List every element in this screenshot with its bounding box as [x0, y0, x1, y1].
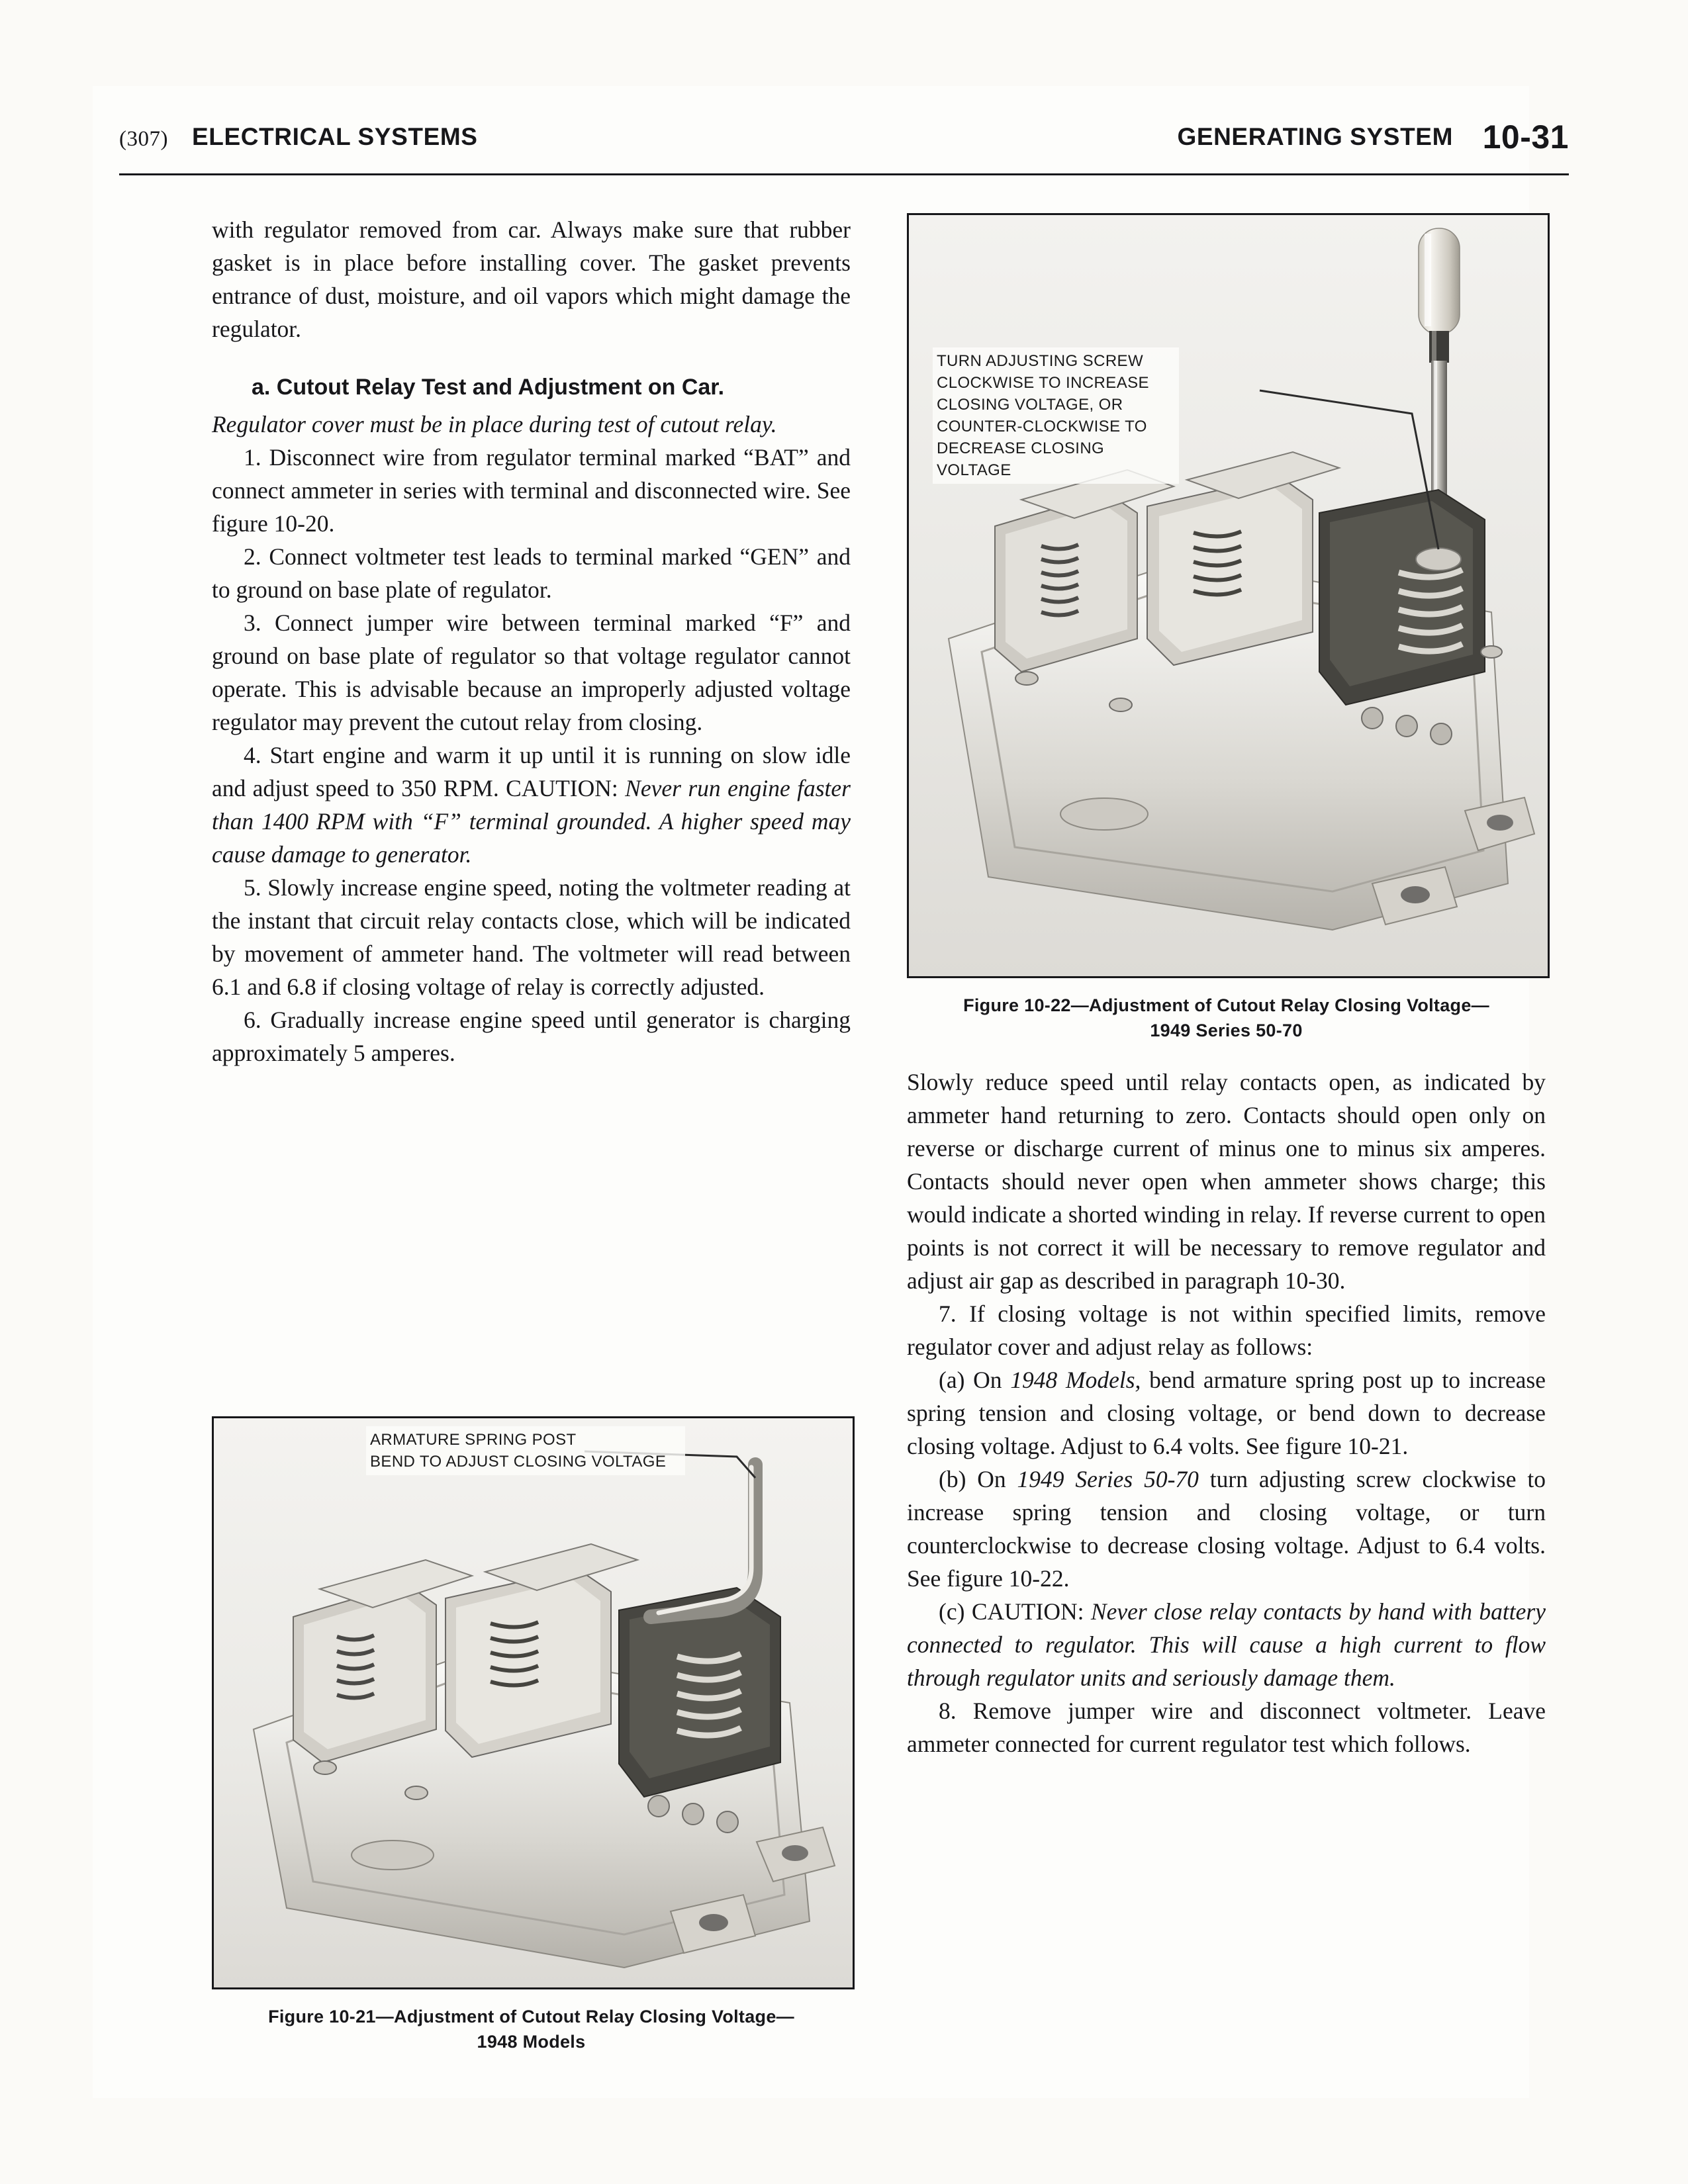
running-head — [119, 118, 1569, 164]
step-7b-post: turn adjusting screw clockwise to increase spring tension and closing voltage, or turn counterclockwise to decrease closing voltage. Adjust to 6.4 volts. See figure 10-22. — [907, 1466, 1546, 1592]
paragraph-continuation: with regulator removed from car. Always make sure that rubber gasket is in place before installing cover. The gasket prevents entrance of dust, moisture, and oil vapors which might damage the regulator. — [212, 216, 851, 342]
step-2: 2. Connect voltmeter test leads to terminal marked “GEN” and to ground on base plate of regulator. — [212, 543, 851, 603]
figure-10-22-photo — [909, 215, 1548, 976]
figure-10-21-callout-label — [366, 1426, 685, 1475]
step-7b-italic: 1949 Series 50-70 — [1017, 1466, 1199, 1492]
figure-10-21-callout-line1: ARMATURE SPRING POST — [370, 1431, 577, 1449]
step-7a — [907, 1363, 1546, 1463]
step-7c-pre: (c) CAUTION: — [939, 1598, 1091, 1625]
step-7a-pre: (a) On — [939, 1367, 1011, 1393]
figure-10-21-caption — [212, 2004, 851, 2054]
step-6: 6. Gradually increase engine speed until generator is charging approximately 5 amperes. — [212, 1007, 851, 1066]
right-paragraph-1: Slowly reduce speed until relay contacts open, as indicated by ammeter hand returning to zero. Contacts should open only on reverse or discharge current of minus one to minus six amperes. Contacts should never open when ammeter shows charge; this would indicate a shorted winding in relay. If reverse current to open points is not correct it will be necessary to remove regulator and adjust air gap as described in paragraph 10-30. — [907, 1069, 1546, 1294]
step-5: 5. Slowly increase engine speed, noting the voltmeter reading at the instant that circuit relay contacts close, which will be indicated by movement of ammeter hand. The voltmeter will read between 6.1 and 6.8 if closing voltage of relay is correctly adjusted. — [212, 874, 851, 1000]
step-4-text: 4. Start engine and warm it up until it is running on slow idle and adjust speed to 350 RPM. CAUTION: — [212, 742, 851, 801]
step-7a-post: bend armature spring post up to increase spring tension and closing voltage, or bend down to decrease closing voltage. Adjust to 6.4 volts. See figure 10-21. — [907, 1367, 1546, 1459]
subsection-heading-a: a. Cutout Relay Test and Adjustment on Car. — [252, 375, 725, 400]
right-text-column — [907, 1066, 1546, 1760]
step-4 — [212, 739, 851, 871]
figure-10-21-photo — [214, 1418, 853, 1987]
step-7b — [907, 1463, 1546, 1595]
step-8: 8. Remove jumper wire and disconnect voltmeter. Leave ammeter connected for current regulator test which follows. — [907, 1698, 1546, 1757]
section-title-right: GENERATING SYSTEM — [1177, 123, 1453, 150]
figure-10-22-caption-line1: Figure 10-22—Adjustment of Cutout Relay Closing Voltage— — [963, 995, 1489, 1015]
step-7c — [907, 1595, 1546, 1694]
italic-note: Regulator cover must be in place during test of cutout relay. — [212, 411, 777, 437]
step-7a-italic: 1948 Models, — [1010, 1367, 1141, 1393]
figure-10-22-caption-line2: 1949 Series 50-70 — [1150, 1021, 1303, 1040]
figure-10-22-callout-label: TURN ADJUSTING SCREW CLOCKWISE TO INCREASE CLOSING VOLTAGE, OR COUNTER-CLOCKWISE TO DECREASE CLOSING VOLTAGE — [933, 347, 1179, 484]
folio-number: (307) — [119, 127, 168, 151]
step-4-caution: Never run engine faster than 1400 RPM with “F” terminal grounded. A higher speed may cause damage to generator. — [212, 775, 851, 868]
header-rule — [119, 173, 1569, 175]
figure-10-21-caption-line1: Figure 10-21—Adjustment of Cutout Relay Closing Voltage— — [268, 2007, 794, 2026]
page-number: 10-31 — [1482, 118, 1569, 156]
figure-10-22-caption — [907, 993, 1546, 1043]
left-text-column — [212, 213, 851, 1069]
figure-10-21-caption-line2: 1948 Models — [477, 2032, 586, 2052]
step-7: 7. If closing voltage is not within specified limits, remove regulator cover and adjust relay as follows: — [907, 1300, 1546, 1360]
figure-10-21-image — [212, 1416, 855, 1989]
figure-10-22-image — [907, 213, 1550, 978]
figure-10-21-callout-line2: BEND TO ADJUST CLOSING VOLTAGE — [370, 1453, 667, 1471]
step-3: 3. Connect jumper wire between terminal marked “F” and ground on base plate of regulator so that voltage regulator cannot operate. This is advisable because an improperly adjusted voltage regulator may prevent the cutout relay from closing. — [212, 610, 851, 735]
section-title-left: ELECTRICAL SYSTEMS — [192, 123, 478, 150]
step-7b-pre: (b) On — [939, 1466, 1017, 1492]
step-7c-italic: Never close relay contacts by hand with battery connected to regulator. This will cause a high current to flow through regulator units and seriously damage them. — [907, 1598, 1546, 1691]
step-1: 1. Disconnect wire from regulator terminal marked “BAT” and connect ammeter in series with terminal and disconnected wire. See figure 10-20. — [212, 444, 851, 537]
